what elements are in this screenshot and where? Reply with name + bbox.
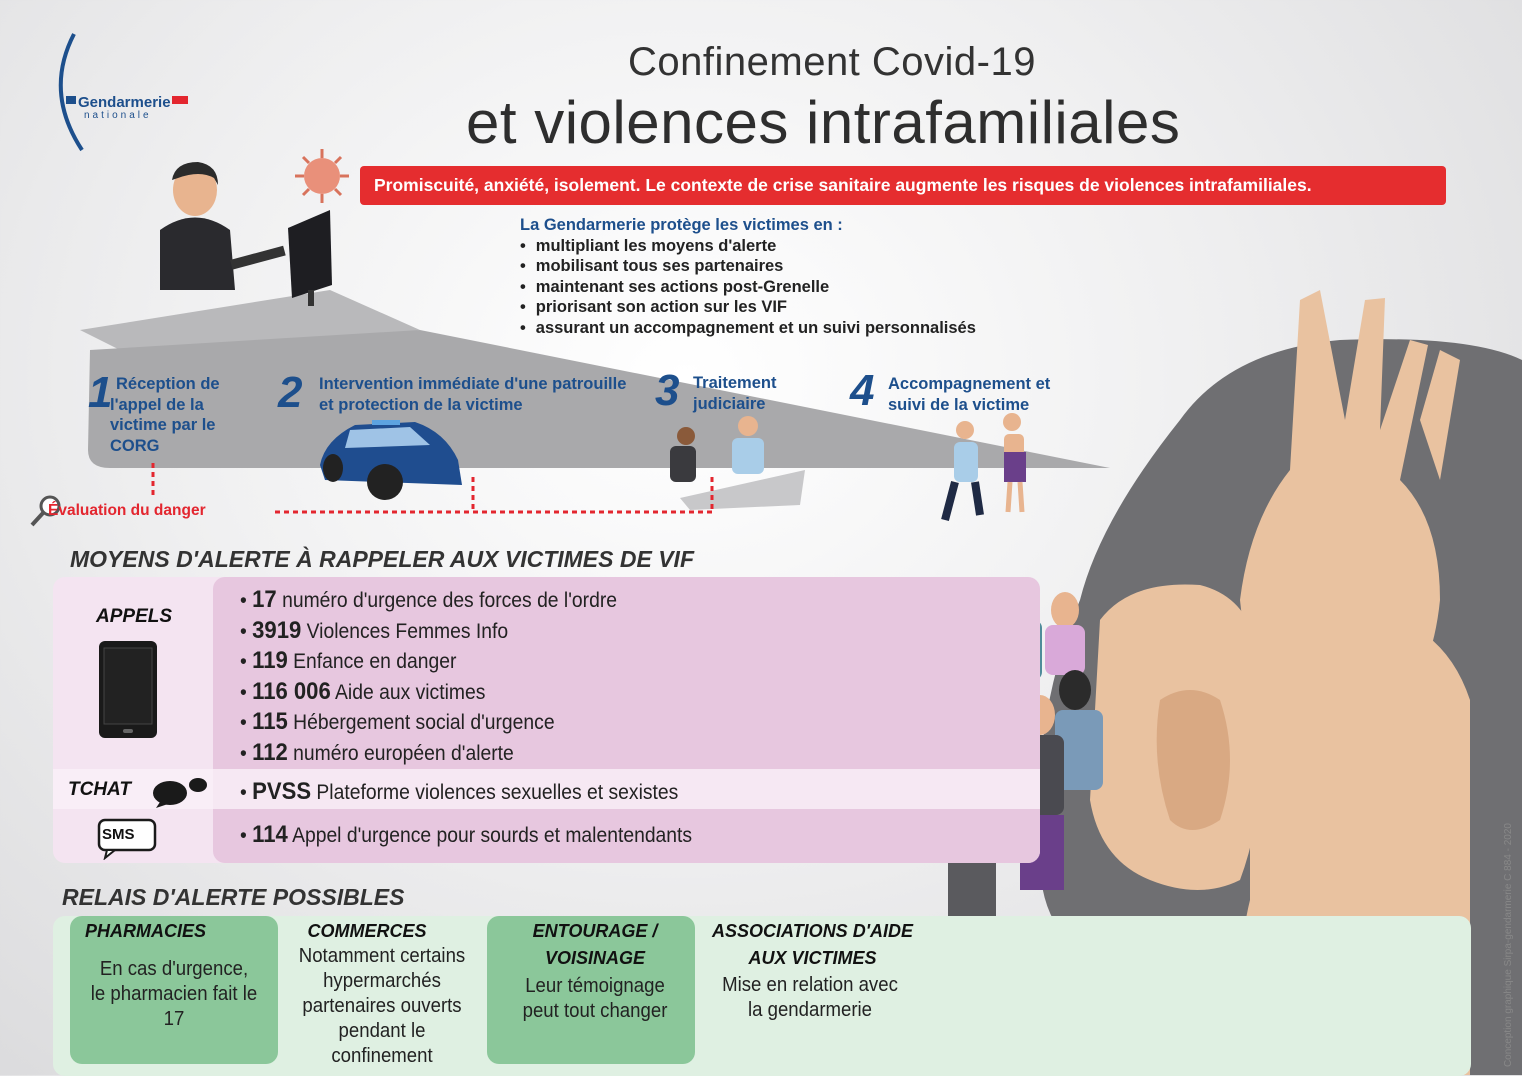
relais-card-text: Mise en relation avec la gendarmerie <box>722 974 898 1021</box>
relais-card-title: COMMERCES <box>307 921 427 941</box>
relais-card-title: ENTOURAGE / VOISINAGE <box>532 921 658 968</box>
credit-text: Conception graphique Sirpa-gendarmerie C 884 - 2020 <box>1503 822 1514 1067</box>
step-4-number: 4 <box>850 366 875 415</box>
protection-item: • multipliant les moyens d'alerte <box>520 236 976 257</box>
call-item: • 119 Enfance en danger <box>240 647 457 674</box>
protection-item: • mobilisant tous ses partenaires <box>520 256 976 277</box>
relais-card-title: ASSOCIATIONS D'AIDE AUX VICTIMES <box>712 921 913 968</box>
tchat-number: PVSS <box>252 778 312 805</box>
appels-label: APPELS <box>96 606 173 627</box>
call-item: • 115 Hébergement social d'urgence <box>240 708 555 735</box>
protection-list <box>520 236 976 339</box>
virus-icon <box>295 149 349 203</box>
step-3-number: 3 <box>655 366 680 415</box>
smartphone-icon <box>98 640 158 740</box>
chat-bubbles-icon <box>150 776 210 808</box>
call-desc: numéro européen d'alerte <box>293 741 514 765</box>
step-3-text: Traitement judiciaire <box>693 374 777 413</box>
tchat-desc: Plateforme violences sexuelles et sexistes <box>316 781 679 804</box>
call-desc: Enfance en danger <box>293 650 457 673</box>
call-item: • 3919 Violences Femmes Info <box>240 616 509 644</box>
call-item: • 116 006 Aide aux victimes <box>240 677 486 705</box>
step-1-text: Réception de l'appel de la victime par le CORG <box>110 375 220 455</box>
tchat-item: • PVSS Plateforme violences sexuelles et sexistes <box>240 778 679 805</box>
call-number: 17 <box>252 586 277 613</box>
tchat-label: TCHAT <box>68 779 131 800</box>
gendarmerie-logo <box>52 32 197 152</box>
title-line2: et violences intrafamiliales <box>466 89 1181 156</box>
sms-number: 114 <box>252 821 288 848</box>
call-item: • 112 numéro européen d'alerte <box>240 738 514 766</box>
relais-card-text: En cas d'urgence, le pharmacien fait le 17 <box>90 958 258 1030</box>
step-4-text: Accompagnement et suivi de la victime <box>888 375 1051 414</box>
logo-swoosh-icon <box>52 32 197 152</box>
protection-intro: La Gendarmerie protège les victimes en : <box>520 216 843 234</box>
relais-card-title: PHARMACIES <box>85 921 207 941</box>
title-line1: Confinement Covid-19 <box>628 40 1036 84</box>
call-desc: Violences Femmes Info <box>306 619 509 643</box>
sms-label: SMS <box>102 826 135 843</box>
alert-heading: MOYENS D'ALERTE À RAPPELER AUX VICTIMES DE VIF <box>70 546 694 572</box>
call-number: 115 <box>252 708 288 735</box>
protection-block <box>520 215 976 338</box>
context-banner: Promiscuité, anxiété, isolement. Le contexte de crise sanitaire augmente les risques de violences intrafamiliales. <box>360 166 1446 205</box>
call-list <box>240 586 650 769</box>
protection-item: • priorisant son action sur les VIF <box>520 297 976 318</box>
call-number: 119 <box>252 647 288 674</box>
sms-desc: Appel d'urgence pour sourds et malentendants <box>292 824 693 847</box>
call-desc: Hébergement social d'urgence <box>293 711 555 734</box>
protection-item: • maintenant ses actions post-Grenelle <box>520 277 976 298</box>
relais-heading: RELAIS D'ALERTE POSSIBLES <box>62 884 405 910</box>
relais-card-text: Leur témoignage peut tout changer <box>522 975 668 1022</box>
call-item: • 17 numéro d'urgence des forces de l'ordre <box>240 586 618 613</box>
relais-card-text: Notamment certains hypermarchés partenaires ouverts pendant le confinement <box>298 945 466 1067</box>
protection-item: • assurant un accompagnement et un suivi personnalisés <box>520 318 976 339</box>
step-2-number: 2 <box>278 368 303 417</box>
step-2-text: Intervention immédiate d'une patrouille et protection de la victime <box>319 375 627 414</box>
call-desc: numéro d'urgence des forces de l'ordre <box>282 589 618 612</box>
call-desc: Aide aux victimes <box>335 680 486 704</box>
call-number: 116 006 <box>252 677 331 705</box>
step-1-number: 1 <box>88 368 113 417</box>
logo-text-line1: Gendarmerie <box>78 94 171 111</box>
sms-item: • 114 Appel d'urgence pour sourds et malentendants <box>240 821 693 848</box>
evaluation-label: Évaluation du danger <box>48 502 206 519</box>
evaluation-dotted-line <box>20 455 740 535</box>
call-number: 3919 <box>252 616 302 644</box>
logo-text-line2: nationale <box>84 110 152 121</box>
call-number: 112 <box>252 738 288 766</box>
